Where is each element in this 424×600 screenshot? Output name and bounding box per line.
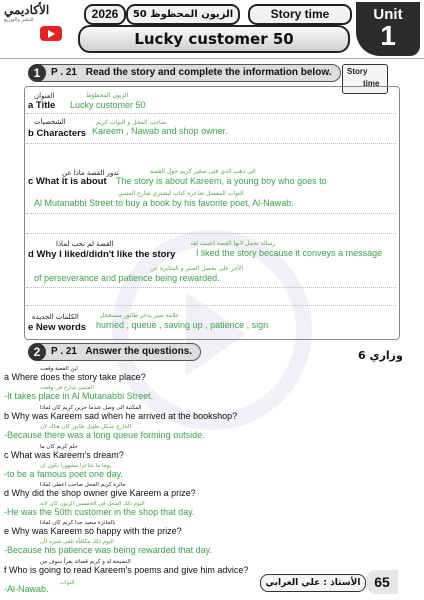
story-badge-top: Story [347, 67, 368, 76]
logo-text: الأكاديمي [4, 3, 50, 17]
section1-page-ref: P . 21 [51, 67, 77, 78]
answer-b-ar: الخارج تشكل طويل طابور كان هناك لان [40, 424, 132, 430]
section1-instruction: Read the story and complete the information below. [85, 67, 332, 78]
characters-label-ar: الشخصيات [34, 118, 66, 126]
question-c-ar: حلم كريم كان ما [40, 444, 78, 450]
question-a-ar: اين القصة وقعت [40, 366, 78, 372]
liked-answer-line2: of perseverance and patience being rewarded. [34, 273, 220, 283]
section1-header [28, 64, 341, 82]
answer-e-ar: اليوم ذلك مكافأة تلقى صبره لأن [40, 539, 114, 545]
question-b-ar: المكتبة الى وصل عندما حزين كريم كان لماذا [40, 405, 142, 411]
divider [0, 58, 424, 59]
lesson-title: Lucky customer 50 [78, 25, 350, 53]
about-answer-ar2: النواب المفضل شاعره كتاب ليشتري شارع المتنبي [118, 190, 244, 197]
question-a: a Where does the story take place? [4, 372, 146, 382]
section2-number: 2 [28, 343, 46, 361]
unit-badge [356, 2, 420, 56]
page-header [0, 0, 424, 56]
question-b: b Why was Kareem sad when he arrived at the bookshop? [4, 411, 238, 421]
answer-e: -Because his patience was being rewarded that day. [4, 545, 212, 555]
question-f: f Who is going to read Kareem's poems and give him advice? [4, 565, 249, 575]
book-title-tab: الزيون المحظوظ 50 [126, 4, 240, 25]
about-answer-ar: الى ذهب الذي فتى صغير كريم حول القصة [150, 168, 256, 175]
about-answer-line2: Al Mutanabbi Street to buy a book by his favorite poet, Al-Nawab. [34, 198, 294, 208]
question-c: c What was Kareem's dream? [4, 450, 124, 460]
row-line [26, 305, 396, 306]
section2-header [28, 343, 201, 361]
section1-instruction-pill [38, 64, 341, 82]
answer-a-ar: المتنبي شارع في وقعت [40, 385, 94, 391]
question-e-ar: بالجائزة سعيد جدا كريم كان لماذا [40, 520, 116, 526]
row-line [26, 143, 396, 144]
about-label: c What it is about [28, 176, 107, 187]
new-words-label: e New words [28, 322, 87, 333]
publisher-logo [4, 3, 64, 21]
answer-f-ar: النواب [60, 580, 75, 586]
source-label: وزاري 6 [358, 349, 403, 362]
youtube-icon[interactable] [40, 26, 62, 41]
unit-number: 1 [380, 20, 396, 51]
teacher-name: الأستاذ : علي الغرابي [260, 574, 366, 592]
section2-instruction: Answer the questions. [85, 346, 193, 357]
answer-c-ar: يوما ما شاعرا مشهورا يكون ان [40, 463, 111, 469]
answer-c: -to be a famous poet one day. [4, 469, 123, 479]
new-words-answer-ar: علامة صبر يدخر طابور مستعجل [100, 312, 180, 319]
logo-subtext: للنشر والتوزيع [4, 17, 34, 23]
question-d: d Why did the shop owner give Kareem a prize? [4, 488, 196, 498]
row-line [26, 287, 396, 288]
answer-f: -Al-Nawab. [4, 584, 49, 594]
row-line [26, 213, 396, 214]
answer-d: -He was the 50th customer in the shop that day. [4, 507, 195, 517]
answer-d-ar: اليوم ذلك المحل في الخمسين الزبون كان لانه [40, 501, 145, 507]
row-line [26, 113, 396, 114]
question-d-ar: جائزة كريم المحل صاحب اعطى لماذا [40, 482, 126, 488]
new-words-answer: hurried , queue , saving up , patience , sign [96, 320, 269, 330]
characters-label: b Characters [28, 128, 87, 139]
year-tab: 2026 [84, 4, 126, 25]
characters-answer-ar: صاحب المحل و النواب كريم [96, 119, 166, 126]
section2-page-ref: P . 21 [51, 346, 77, 357]
unit-label: Unit [373, 6, 403, 23]
title-label-ar: العنوان [34, 92, 55, 100]
about-answer-line1: The story is about Kareem, a young boy who goes to [116, 176, 327, 186]
liked-label-ar: القصة لم تحب لماذا [56, 240, 114, 248]
question-e: e Why was Kareem so happy with the prize? [4, 526, 182, 536]
row-line [26, 233, 396, 234]
question-f-ar: النصيحة له و كريم قصائد يقرأ سوف من [40, 559, 131, 565]
about-label-ar: تدور القصة ماذا عن [62, 169, 119, 177]
answer-a: -It takes place in Al Mutanabbi Street. [4, 391, 154, 401]
liked-answer-line1: I liked the story because it conveys a message [196, 248, 383, 258]
liked-label: d Why I liked/didn't like the story [28, 249, 176, 260]
section1-number: 1 [28, 64, 46, 82]
story-time-tab: Story time [248, 4, 352, 25]
characters-answer: Kareem , Nawab and shop owner. [92, 126, 228, 136]
page-number: 65 [366, 570, 398, 594]
liked-answer-ar: رسالة تحمل لانها القصة احببت لقد [190, 240, 276, 247]
new-words-label-ar: الكلمات الجديدة [32, 313, 79, 321]
title-answer: Lucky customer 50 [70, 100, 146, 110]
title-answer-ar: الزبون المحظوظ [86, 92, 129, 99]
liked-answer-ar2: الأجر على يحصل الصبر و المثابرة عن [150, 265, 243, 272]
section2-instruction-pill [38, 343, 201, 361]
story-badge-bottom: time [363, 79, 380, 88]
answer-b: -Because there was a long queue forming outside. [4, 430, 205, 440]
title-label: a Title [28, 100, 56, 111]
